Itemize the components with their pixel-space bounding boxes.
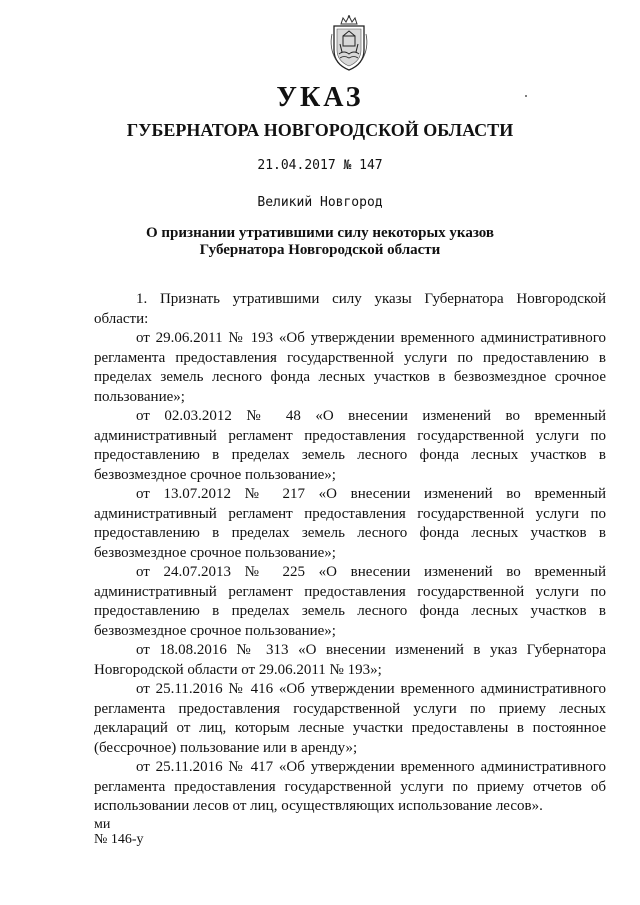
document-footer (94, 817, 144, 847)
paragraph-2: от 29.06.2011 № 193 «Об утверждении временного административного регламента предоставления государственной услуги по предоставлению в пределах земель лесного фонда лесных участков в безвозмездное срочное пользование»; (94, 330, 606, 405)
document-title: УКАЗ (276, 82, 364, 113)
paragraph-1: 1. Признать утратившими силу указы Губернатора Новгородской области: (94, 291, 606, 327)
paragraph-3: от 02.03.2012 № 48 «О внесении изменений во временный административный регламент предоставления государственной услуги по предоставлению в пределах земель лесного фонда лесных участков в безвозмездное срочное пользование»; (94, 408, 606, 483)
footer-initials: ми (94, 817, 111, 832)
paragraph-5: от 24.07.2013 № 225 «О внесении изменений во временный административный регламент предоставления государственной услуги по предоставлению в пределах земель лесного фонда лесных участков в безвозмездное срочное пользование»; (94, 564, 606, 639)
date-number: 21.04.2017 № 147 (257, 158, 383, 173)
coat-of-arms-emblem (326, 14, 372, 72)
city: Великий Новгород (257, 195, 383, 210)
heading-line-2: Губернатора Новгородской области (199, 242, 441, 258)
heading-line-1: О признании утратившими силу некоторых указов (146, 225, 494, 241)
document-subtitle: ГУБЕРНАТОРА НОВГОРОДСКОЙ ОБЛАСТИ (126, 120, 514, 140)
paragraph-7: от 25.11.2016 № 416 «Об утверждении временного административного регламента предоставления государственной услуги по приему лесных деклараций от лиц, которым лесные участки предоставлены в постоянное (бессрочное) пользование или в аренду»; (94, 681, 606, 756)
decree-heading (0, 225, 640, 259)
paragraph-8: от 25.11.2016 № 417 «Об утверждении временного административного регламента предоставления государственной услуги по приему отчетов об использовании лесов от лиц, осуществляющих использование лесов». (94, 759, 606, 814)
paragraph-6: от 18.08.2016 № 313 «О внесении изменений в указ Губернатора Новгородской области от 29.06.2011 № 193»; (94, 642, 606, 678)
footer-reference: № 146-у (94, 832, 144, 847)
paragraph-4: от 13.07.2012 № 217 «О внесении изменений во временный административный регламент предоставления государственной услуги по предоставлению в пределах земель лесного фонда лесных участков в безвозмездное срочное пользование»; (94, 486, 606, 561)
decree-body (94, 290, 606, 817)
